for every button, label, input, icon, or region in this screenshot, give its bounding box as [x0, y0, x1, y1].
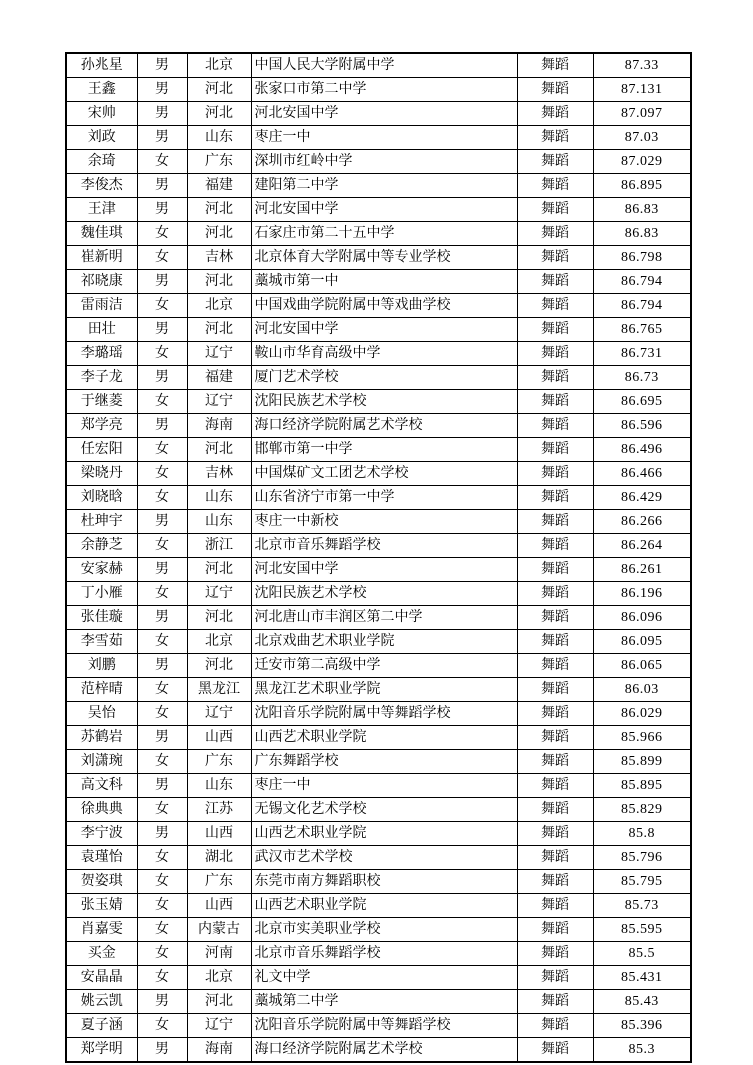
student-province: 江苏: [187, 798, 251, 822]
table-row: [66, 606, 691, 630]
table-row: [66, 582, 691, 606]
student-name: 张佳璇: [66, 606, 137, 630]
student-province: 河北: [187, 222, 251, 246]
table-row: [66, 270, 691, 294]
table-row: [66, 846, 691, 870]
student-score: 87.33: [593, 53, 691, 78]
student-name: 买金: [66, 942, 137, 966]
student-category: 舞蹈: [517, 126, 593, 150]
student-province: 广东: [187, 870, 251, 894]
student-school: 中国人民大学附属中学: [251, 53, 517, 78]
table-row: [66, 246, 691, 270]
table-row: [66, 558, 691, 582]
student-category: 舞蹈: [517, 1038, 593, 1063]
student-name: 贺姿琪: [66, 870, 137, 894]
student-score: 87.097: [593, 102, 691, 126]
student-school: 海口经济学院附属艺术学校: [251, 1038, 517, 1063]
student-category: 舞蹈: [517, 102, 593, 126]
table-row: [66, 750, 691, 774]
table-row: [66, 894, 691, 918]
student-gender: 女: [137, 438, 187, 462]
student-school: 山西艺术职业学院: [251, 822, 517, 846]
student-school: 建阳第二中学: [251, 174, 517, 198]
table-row: [66, 150, 691, 174]
student-gender: 女: [137, 702, 187, 726]
student-category: 舞蹈: [517, 750, 593, 774]
student-name: 郑学明: [66, 1038, 137, 1063]
student-province: 河北: [187, 438, 251, 462]
student-category: 舞蹈: [517, 414, 593, 438]
student-score: 86.096: [593, 606, 691, 630]
student-name: 崔新明: [66, 246, 137, 270]
student-school: 礼文中学: [251, 966, 517, 990]
student-gender: 男: [137, 198, 187, 222]
table-row: [66, 942, 691, 966]
student-score: 86.264: [593, 534, 691, 558]
student-category: 舞蹈: [517, 222, 593, 246]
student-school: 中国戏曲学院附属中等戏曲学校: [251, 294, 517, 318]
student-province: 内蒙古: [187, 918, 251, 942]
student-score: 85.3: [593, 1038, 691, 1063]
table-row: [66, 174, 691, 198]
student-category: 舞蹈: [517, 294, 593, 318]
student-category: 舞蹈: [517, 702, 593, 726]
student-province: 山东: [187, 126, 251, 150]
student-school: 北京市音乐舞蹈学校: [251, 942, 517, 966]
student-province: 河北: [187, 558, 251, 582]
student-gender: 女: [137, 150, 187, 174]
student-school: 山东省济宁市第一中学: [251, 486, 517, 510]
table-row: [66, 630, 691, 654]
student-school: 中国煤矿文工团艺术学校: [251, 462, 517, 486]
student-score: 87.131: [593, 78, 691, 102]
student-category: 舞蹈: [517, 342, 593, 366]
student-school: 北京体育大学附属中等专业学校: [251, 246, 517, 270]
table-row: [66, 510, 691, 534]
table-row: [66, 702, 691, 726]
student-gender: 男: [137, 726, 187, 750]
table-row: [66, 126, 691, 150]
student-name: 王鑫: [66, 78, 137, 102]
student-gender: 女: [137, 246, 187, 270]
student-name: 郑学亮: [66, 414, 137, 438]
student-gender: 男: [137, 990, 187, 1014]
student-school: 沈阳民族艺术学校: [251, 390, 517, 414]
table-row: [66, 222, 691, 246]
student-score: 85.829: [593, 798, 691, 822]
student-score: 87.03: [593, 126, 691, 150]
student-score: 85.966: [593, 726, 691, 750]
student-score: 85.796: [593, 846, 691, 870]
score-table-container: [65, 52, 690, 1063]
table-row: [66, 438, 691, 462]
table-row: [66, 390, 691, 414]
student-gender: 女: [137, 942, 187, 966]
student-name: 祁晓康: [66, 270, 137, 294]
student-category: 舞蹈: [517, 606, 593, 630]
student-gender: 男: [137, 270, 187, 294]
student-name: 刘鹏: [66, 654, 137, 678]
student-gender: 男: [137, 654, 187, 678]
student-province: 山西: [187, 822, 251, 846]
student-school: 山西艺术职业学院: [251, 726, 517, 750]
student-category: 舞蹈: [517, 318, 593, 342]
student-province: 海南: [187, 1038, 251, 1063]
student-score: 86.798: [593, 246, 691, 270]
student-province: 辽宁: [187, 582, 251, 606]
table-row: [66, 462, 691, 486]
student-province: 北京: [187, 294, 251, 318]
student-province: 广东: [187, 750, 251, 774]
student-score: 86.73: [593, 366, 691, 390]
student-gender: 女: [137, 966, 187, 990]
student-school: 黑龙江艺术职业学院: [251, 678, 517, 702]
table-row: [66, 798, 691, 822]
student-province: 湖北: [187, 846, 251, 870]
student-category: 舞蹈: [517, 894, 593, 918]
table-row: [66, 102, 691, 126]
student-score: 85.431: [593, 966, 691, 990]
student-gender: 女: [137, 582, 187, 606]
student-score: 86.496: [593, 438, 691, 462]
student-province: 河北: [187, 198, 251, 222]
student-score: 86.466: [593, 462, 691, 486]
student-name: 雷雨洁: [66, 294, 137, 318]
student-category: 舞蹈: [517, 870, 593, 894]
student-school: 北京戏曲艺术职业学院: [251, 630, 517, 654]
table-row: [66, 822, 691, 846]
student-name: 余琦: [66, 150, 137, 174]
table-row: [66, 414, 691, 438]
student-school: 河北安国中学: [251, 198, 517, 222]
student-category: 舞蹈: [517, 990, 593, 1014]
student-gender: 女: [137, 342, 187, 366]
student-gender: 女: [137, 486, 187, 510]
student-province: 辽宁: [187, 342, 251, 366]
student-province: 山东: [187, 486, 251, 510]
student-province: 山西: [187, 894, 251, 918]
student-category: 舞蹈: [517, 246, 593, 270]
student-gender: 男: [137, 510, 187, 534]
student-score: 85.5: [593, 942, 691, 966]
student-school: 无锡文化艺术学校: [251, 798, 517, 822]
student-score: 86.895: [593, 174, 691, 198]
student-gender: 男: [137, 558, 187, 582]
table-row: [66, 1014, 691, 1038]
student-score: 85.8: [593, 822, 691, 846]
student-gender: 男: [137, 366, 187, 390]
student-score: 86.794: [593, 270, 691, 294]
student-name: 苏鹤岩: [66, 726, 137, 750]
student-province: 海南: [187, 414, 251, 438]
student-province: 河北: [187, 270, 251, 294]
table-row: [66, 486, 691, 510]
table-row: [66, 654, 691, 678]
student-province: 山西: [187, 726, 251, 750]
student-name: 安家赫: [66, 558, 137, 582]
student-name: 于继菱: [66, 390, 137, 414]
student-province: 福建: [187, 174, 251, 198]
student-school: 北京市音乐舞蹈学校: [251, 534, 517, 558]
student-gender: 男: [137, 126, 187, 150]
student-category: 舞蹈: [517, 966, 593, 990]
student-category: 舞蹈: [517, 846, 593, 870]
student-category: 舞蹈: [517, 198, 593, 222]
student-category: 舞蹈: [517, 510, 593, 534]
student-province: 河南: [187, 942, 251, 966]
student-category: 舞蹈: [517, 366, 593, 390]
student-name: 李俊杰: [66, 174, 137, 198]
table-row: [66, 774, 691, 798]
student-school: 广东舞蹈学校: [251, 750, 517, 774]
score-table-body: [66, 53, 691, 1062]
student-category: 舞蹈: [517, 53, 593, 78]
student-school: 枣庄一中新校: [251, 510, 517, 534]
student-school: 山西艺术职业学院: [251, 894, 517, 918]
student-score: 86.765: [593, 318, 691, 342]
student-score: 85.899: [593, 750, 691, 774]
table-row: [66, 53, 691, 78]
student-gender: 女: [137, 894, 187, 918]
student-gender: 男: [137, 606, 187, 630]
student-category: 舞蹈: [517, 654, 593, 678]
student-province: 辽宁: [187, 702, 251, 726]
student-score: 86.065: [593, 654, 691, 678]
student-gender: 女: [137, 750, 187, 774]
student-school: 沈阳音乐学院附属中等舞蹈学校: [251, 702, 517, 726]
student-gender: 男: [137, 774, 187, 798]
student-school: 沈阳音乐学院附属中等舞蹈学校: [251, 1014, 517, 1038]
student-school: 河北唐山市丰润区第二中学: [251, 606, 517, 630]
student-gender: 男: [137, 1038, 187, 1063]
admission-score-table: [65, 52, 692, 1063]
student-score: 86.596: [593, 414, 691, 438]
student-score: 85.396: [593, 1014, 691, 1038]
student-gender: 女: [137, 870, 187, 894]
table-row: [66, 366, 691, 390]
student-name: 田壮: [66, 318, 137, 342]
student-score: 85.795: [593, 870, 691, 894]
student-name: 徐典典: [66, 798, 137, 822]
student-gender: 女: [137, 918, 187, 942]
student-score: 86.731: [593, 342, 691, 366]
student-school: 鞍山市华育高级中学: [251, 342, 517, 366]
table-row: [66, 918, 691, 942]
student-name: 宋帅: [66, 102, 137, 126]
student-name: 李宁波: [66, 822, 137, 846]
student-province: 广东: [187, 150, 251, 174]
student-province: 辽宁: [187, 1014, 251, 1038]
student-score: 85.73: [593, 894, 691, 918]
student-gender: 女: [137, 222, 187, 246]
student-name: 夏子涵: [66, 1014, 137, 1038]
student-gender: 女: [137, 846, 187, 870]
student-school: 东莞市南方舞蹈职校: [251, 870, 517, 894]
student-school: 沈阳民族艺术学校: [251, 582, 517, 606]
student-gender: 女: [137, 390, 187, 414]
student-province: 浙江: [187, 534, 251, 558]
student-name: 杜珅宇: [66, 510, 137, 534]
student-category: 舞蹈: [517, 678, 593, 702]
student-province: 黑龙江: [187, 678, 251, 702]
student-gender: 女: [137, 462, 187, 486]
table-row: [66, 294, 691, 318]
student-gender: 男: [137, 78, 187, 102]
student-score: 86.029: [593, 702, 691, 726]
student-score: 86.429: [593, 486, 691, 510]
student-score: 85.895: [593, 774, 691, 798]
student-name: 姚云凯: [66, 990, 137, 1014]
student-category: 舞蹈: [517, 918, 593, 942]
student-category: 舞蹈: [517, 942, 593, 966]
table-row: [66, 78, 691, 102]
table-row: [66, 534, 691, 558]
student-school: 河北安国中学: [251, 558, 517, 582]
student-gender: 女: [137, 294, 187, 318]
table-row: [66, 966, 691, 990]
student-name: 高文科: [66, 774, 137, 798]
student-school: 河北安国中学: [251, 318, 517, 342]
student-score: 86.095: [593, 630, 691, 654]
student-gender: 男: [137, 53, 187, 78]
student-name: 李雪茹: [66, 630, 137, 654]
student-school: 河北安国中学: [251, 102, 517, 126]
student-score: 85.595: [593, 918, 691, 942]
student-category: 舞蹈: [517, 438, 593, 462]
student-gender: 男: [137, 414, 187, 438]
table-row: [66, 870, 691, 894]
student-gender: 女: [137, 798, 187, 822]
student-score: 87.029: [593, 150, 691, 174]
student-name: 魏佳琪: [66, 222, 137, 246]
student-category: 舞蹈: [517, 78, 593, 102]
student-gender: 女: [137, 678, 187, 702]
student-province: 福建: [187, 366, 251, 390]
student-school: 邯郸市第一中学: [251, 438, 517, 462]
student-province: 河北: [187, 78, 251, 102]
student-name: 安晶晶: [66, 966, 137, 990]
student-province: 河北: [187, 606, 251, 630]
table-row: [66, 318, 691, 342]
table-row: [66, 990, 691, 1014]
student-category: 舞蹈: [517, 582, 593, 606]
student-province: 河北: [187, 654, 251, 678]
student-school: 武汉市艺术学校: [251, 846, 517, 870]
student-gender: 女: [137, 630, 187, 654]
student-school: 张家口市第二中学: [251, 78, 517, 102]
student-score: 85.43: [593, 990, 691, 1014]
student-category: 舞蹈: [517, 822, 593, 846]
student-score: 86.261: [593, 558, 691, 582]
student-score: 86.03: [593, 678, 691, 702]
student-name: 梁晓丹: [66, 462, 137, 486]
student-province: 北京: [187, 630, 251, 654]
student-gender: 男: [137, 102, 187, 126]
student-province: 山东: [187, 510, 251, 534]
student-category: 舞蹈: [517, 462, 593, 486]
student-score: 86.695: [593, 390, 691, 414]
student-province: 吉林: [187, 246, 251, 270]
student-name: 袁瑾怡: [66, 846, 137, 870]
student-name: 吴怡: [66, 702, 137, 726]
student-category: 舞蹈: [517, 174, 593, 198]
table-row: [66, 1038, 691, 1063]
student-gender: 男: [137, 174, 187, 198]
student-name: 刘晓晗: [66, 486, 137, 510]
student-gender: 女: [137, 534, 187, 558]
student-school: 石家庄市第二十五中学: [251, 222, 517, 246]
student-score: 86.794: [593, 294, 691, 318]
student-category: 舞蹈: [517, 270, 593, 294]
student-school: 深圳市红岭中学: [251, 150, 517, 174]
student-name: 王津: [66, 198, 137, 222]
student-province: 北京: [187, 53, 251, 78]
student-school: 海口经济学院附属艺术学校: [251, 414, 517, 438]
student-category: 舞蹈: [517, 1014, 593, 1038]
student-category: 舞蹈: [517, 630, 593, 654]
student-name: 李子龙: [66, 366, 137, 390]
student-school: 枣庄一中: [251, 774, 517, 798]
student-category: 舞蹈: [517, 390, 593, 414]
student-score: 86.266: [593, 510, 691, 534]
student-category: 舞蹈: [517, 774, 593, 798]
table-row: [66, 198, 691, 222]
student-score: 86.83: [593, 222, 691, 246]
student-score: 86.196: [593, 582, 691, 606]
student-gender: 男: [137, 822, 187, 846]
student-name: 肖嘉雯: [66, 918, 137, 942]
student-gender: 女: [137, 1014, 187, 1038]
table-row: [66, 678, 691, 702]
student-school: 北京市实美职业学校: [251, 918, 517, 942]
student-school: 枣庄一中: [251, 126, 517, 150]
student-name: 余静芝: [66, 534, 137, 558]
student-school: 藁城第二中学: [251, 990, 517, 1014]
student-province: 北京: [187, 966, 251, 990]
student-category: 舞蹈: [517, 534, 593, 558]
student-category: 舞蹈: [517, 558, 593, 582]
table-row: [66, 726, 691, 750]
student-school: 厦门艺术学校: [251, 366, 517, 390]
student-province: 河北: [187, 102, 251, 126]
student-province: 吉林: [187, 462, 251, 486]
student-school: 迁安市第二高级中学: [251, 654, 517, 678]
student-school: 藁城市第一中: [251, 270, 517, 294]
student-name: 李璐瑶: [66, 342, 137, 366]
student-category: 舞蹈: [517, 798, 593, 822]
student-name: 张玉婧: [66, 894, 137, 918]
student-gender: 男: [137, 318, 187, 342]
student-province: 辽宁: [187, 390, 251, 414]
student-name: 任宏阳: [66, 438, 137, 462]
student-province: 河北: [187, 990, 251, 1014]
student-score: 86.83: [593, 198, 691, 222]
student-name: 孙兆星: [66, 53, 137, 78]
student-category: 舞蹈: [517, 726, 593, 750]
student-category: 舞蹈: [517, 150, 593, 174]
student-name: 范梓晴: [66, 678, 137, 702]
student-name: 刘政: [66, 126, 137, 150]
table-row: [66, 342, 691, 366]
student-province: 山东: [187, 774, 251, 798]
student-category: 舞蹈: [517, 486, 593, 510]
student-name: 丁小雁: [66, 582, 137, 606]
student-name: 刘潇琬: [66, 750, 137, 774]
student-province: 河北: [187, 318, 251, 342]
